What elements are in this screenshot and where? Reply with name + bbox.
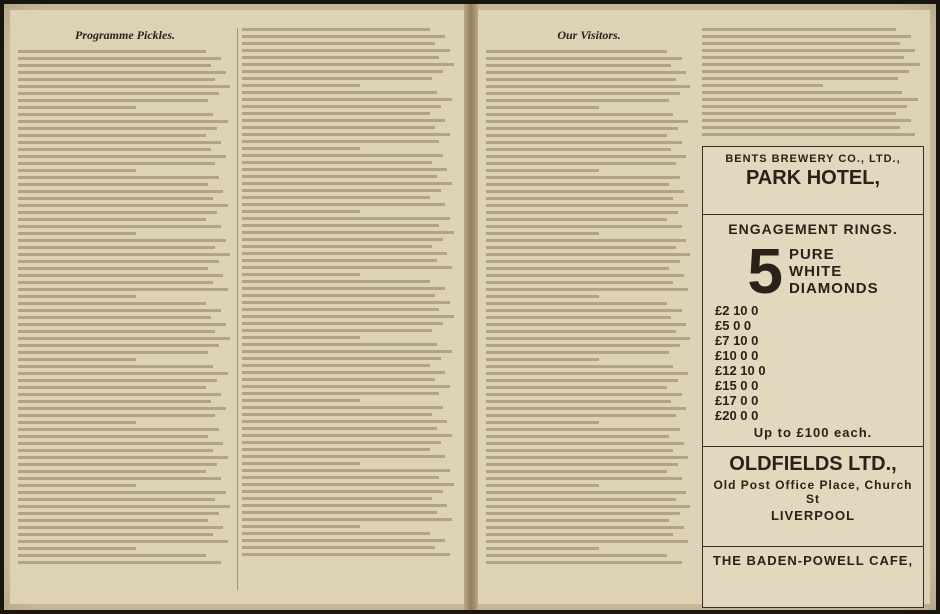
text-line-placeholder (18, 267, 208, 270)
text-line-placeholder (18, 127, 217, 130)
text-line-placeholder (242, 497, 432, 500)
text-line-placeholder (242, 308, 439, 311)
text-line-placeholder (18, 183, 208, 186)
text-line-placeholder (486, 183, 669, 186)
text-line-placeholder (486, 505, 690, 508)
text-line-placeholder (486, 414, 676, 417)
text-line-placeholder (18, 547, 136, 550)
ad-engagement-rings (703, 215, 923, 447)
text-line-placeholder (486, 351, 669, 354)
ad-rings-price: £20 0 0 (715, 408, 759, 423)
text-line-placeholder (242, 175, 437, 178)
text-line-placeholder (486, 358, 599, 361)
text-line-placeholder (486, 190, 684, 193)
text-line-placeholder (486, 330, 676, 333)
text-line-placeholder (486, 64, 671, 67)
text-line-placeholder (18, 246, 215, 249)
text-line-placeholder (242, 28, 430, 31)
text-line-placeholder (242, 546, 435, 549)
text-line-placeholder (18, 393, 221, 396)
ad-rings-line: WHITE (788, 262, 843, 280)
ad-rings-headline (709, 235, 917, 307)
text-line-placeholder (242, 525, 360, 528)
ad-rings-number: 5 (747, 235, 783, 307)
text-line-placeholder (702, 133, 915, 136)
text-line-placeholder (18, 379, 217, 382)
text-line-placeholder (242, 448, 430, 451)
text-line-placeholder (702, 98, 918, 101)
text-line-placeholder (18, 155, 226, 158)
programme-spread (4, 4, 936, 610)
text-line-placeholder (486, 169, 599, 172)
text-line-placeholder (486, 127, 678, 130)
text-line-placeholder (18, 197, 213, 200)
text-line-placeholder (242, 98, 452, 101)
text-line-placeholder (702, 42, 900, 45)
text-line-placeholder (18, 211, 217, 214)
text-line-placeholder (486, 337, 690, 340)
text-line-placeholder (486, 526, 684, 529)
text-line-placeholder (242, 161, 432, 164)
text-line-placeholder (486, 134, 667, 137)
text-line-placeholder (18, 71, 226, 74)
text-line-placeholder (486, 106, 599, 109)
text-line-placeholder (18, 190, 223, 193)
ad-rings-line: DIAMONDS (788, 279, 879, 297)
text-line-placeholder (486, 141, 682, 144)
text-line-placeholder (18, 120, 228, 123)
text-line-placeholder (242, 203, 445, 206)
text-line-placeholder (242, 357, 441, 360)
advertisement-panel (702, 146, 924, 608)
text-line-placeholder (18, 309, 221, 312)
text-line-placeholder (18, 316, 211, 319)
text-line-placeholder (486, 477, 682, 480)
text-line-placeholder (242, 252, 447, 255)
text-line-placeholder (486, 470, 667, 473)
page-gutter (464, 4, 478, 610)
text-line-placeholder (18, 113, 213, 116)
text-line-placeholder (18, 421, 136, 424)
text-line-placeholder (242, 518, 452, 521)
text-line-placeholder (242, 133, 450, 136)
text-line-placeholder (486, 309, 682, 312)
text-line-placeholder (486, 428, 680, 431)
text-line-placeholder (18, 386, 206, 389)
text-line-placeholder (18, 344, 219, 347)
column-text-lines (486, 50, 692, 564)
text-line-placeholder (18, 92, 219, 95)
text-line-placeholder (242, 168, 447, 171)
text-line-placeholder (18, 218, 206, 221)
text-line-placeholder (242, 91, 437, 94)
text-line-placeholder (242, 126, 435, 129)
text-line-placeholder (486, 484, 599, 487)
text-line-placeholder (242, 84, 360, 87)
text-line-placeholder (18, 99, 208, 102)
right-column-2 (702, 28, 922, 138)
text-line-placeholder (18, 169, 136, 172)
text-line-placeholder (18, 435, 208, 438)
text-line-placeholder (242, 462, 360, 465)
text-line-placeholder (18, 519, 208, 522)
text-line-placeholder (486, 547, 599, 550)
text-line-placeholder (18, 526, 223, 529)
text-line-placeholder (486, 386, 667, 389)
ad-brewery-name: BENTS BREWERY CO., LTD., (725, 153, 901, 165)
text-line-placeholder (486, 554, 667, 557)
text-line-placeholder (486, 302, 667, 305)
text-line-placeholder (486, 211, 678, 214)
ad-rings-footer: Up to £100 each. (753, 425, 873, 440)
text-line-placeholder (702, 77, 898, 80)
text-line-placeholder (486, 148, 671, 151)
text-line-placeholder (18, 260, 219, 263)
text-line-placeholder (242, 490, 443, 493)
ad-cafe-name: THE BADEN-POWELL CAFE, (712, 553, 914, 568)
text-line-placeholder (242, 182, 452, 185)
text-line-placeholder (242, 49, 450, 52)
text-line-placeholder (486, 519, 669, 522)
text-line-placeholder (242, 343, 437, 346)
text-line-placeholder (18, 134, 206, 137)
text-line-placeholder (486, 400, 671, 403)
heading-programme-pickles: Programme Pickles. (75, 28, 175, 42)
text-line-placeholder (18, 64, 211, 67)
text-line-placeholder (18, 204, 228, 207)
text-line-placeholder (486, 92, 680, 95)
ad-cafe (703, 547, 923, 605)
text-line-placeholder (486, 204, 688, 207)
ad-jeweller-city: LIVERPOOL (770, 508, 856, 523)
text-line-placeholder (486, 323, 686, 326)
text-line-placeholder (242, 112, 430, 115)
text-line-placeholder (18, 505, 230, 508)
text-line-placeholder (486, 71, 686, 74)
text-line-placeholder (242, 315, 454, 318)
text-line-placeholder (18, 449, 213, 452)
text-line-placeholder (486, 50, 667, 53)
text-line-placeholder (486, 225, 682, 228)
left-column-1 (18, 28, 232, 590)
text-line-placeholder (18, 50, 206, 53)
text-line-placeholder (242, 280, 430, 283)
text-line-placeholder (486, 421, 599, 424)
text-line-placeholder (242, 385, 450, 388)
text-line-placeholder (242, 147, 360, 150)
text-line-placeholder (486, 253, 690, 256)
left-page (10, 10, 464, 604)
text-line-placeholder (18, 512, 219, 515)
ad-hotel-name: PARK HOTEL, (745, 167, 881, 189)
text-line-placeholder (486, 281, 673, 284)
text-line-placeholder (486, 498, 676, 501)
text-line-placeholder (486, 120, 688, 123)
text-line-placeholder (18, 351, 208, 354)
text-line-placeholder (242, 553, 450, 556)
ad-rings-price: £2 10 0 (715, 303, 759, 318)
text-line-placeholder (242, 483, 454, 486)
text-line-placeholder (486, 561, 682, 564)
text-line-placeholder (702, 70, 909, 73)
text-line-placeholder (242, 420, 447, 423)
text-line-placeholder (486, 85, 690, 88)
text-line-placeholder (18, 561, 221, 564)
text-line-placeholder (486, 463, 678, 466)
text-line-placeholder (486, 260, 680, 263)
text-line-placeholder (18, 141, 221, 144)
heading-our-visitors: Our Visitors. (557, 28, 621, 42)
text-line-placeholder (18, 358, 136, 361)
text-line-placeholder (18, 498, 215, 501)
text-line-placeholder (242, 301, 450, 304)
text-line-placeholder (486, 155, 686, 158)
ad-rings-price: £12 10 0 (715, 363, 766, 378)
text-line-placeholder (18, 85, 230, 88)
text-line-placeholder (242, 427, 437, 430)
text-line-placeholder (242, 371, 445, 374)
text-line-placeholder (486, 176, 680, 179)
text-line-placeholder (242, 329, 432, 332)
text-line-placeholder (242, 259, 437, 262)
text-line-placeholder (242, 539, 445, 542)
text-line-placeholder (18, 148, 211, 151)
text-line-placeholder (486, 239, 686, 242)
text-line-placeholder (18, 365, 213, 368)
text-line-placeholder (18, 463, 217, 466)
text-line-placeholder (242, 35, 445, 38)
text-line-placeholder (486, 449, 673, 452)
text-line-placeholder (242, 287, 445, 290)
text-line-placeholder (702, 35, 911, 38)
text-line-placeholder (18, 274, 223, 277)
text-line-placeholder (18, 400, 211, 403)
text-line-placeholder (702, 105, 907, 108)
text-line-placeholder (18, 477, 221, 480)
text-line-placeholder (486, 365, 673, 368)
column-rule (237, 28, 238, 590)
text-line-placeholder (18, 337, 230, 340)
text-line-placeholder (242, 455, 445, 458)
text-line-placeholder (242, 476, 439, 479)
text-line-placeholder (486, 267, 669, 270)
text-line-placeholder (486, 218, 667, 221)
left-column-2 (242, 28, 456, 590)
text-line-placeholder (18, 281, 213, 284)
text-line-placeholder (18, 414, 215, 417)
text-line-placeholder (486, 442, 684, 445)
text-line-placeholder (242, 196, 430, 199)
text-line-placeholder (242, 413, 432, 416)
ad-rings-price: £10 0 0 (715, 348, 759, 363)
text-line-placeholder (242, 42, 435, 45)
text-line-placeholder (18, 232, 136, 235)
text-line-placeholder (486, 197, 673, 200)
text-line-placeholder (18, 288, 228, 291)
text-line-placeholder (18, 484, 136, 487)
text-line-placeholder (486, 435, 669, 438)
text-line-placeholder (486, 512, 680, 515)
text-line-placeholder (242, 140, 439, 143)
text-line-placeholder (18, 78, 215, 81)
text-line-placeholder (486, 407, 686, 410)
text-line-placeholder (242, 217, 450, 220)
text-line-placeholder (242, 399, 360, 402)
text-line-placeholder (18, 456, 228, 459)
text-line-placeholder (486, 295, 599, 298)
ad-rings-price: £7 10 0 (715, 333, 759, 348)
text-line-placeholder (18, 106, 136, 109)
text-line-placeholder (242, 322, 443, 325)
text-line-placeholder (486, 316, 671, 319)
text-line-placeholder (486, 372, 688, 375)
text-line-placeholder (486, 246, 676, 249)
text-line-placeholder (702, 56, 904, 59)
ad-rings-price: £5 0 0 (715, 318, 752, 333)
column-text-lines (18, 50, 232, 564)
text-line-placeholder (242, 119, 445, 122)
text-line-placeholder (242, 441, 441, 444)
ad-rings-price-list (709, 303, 917, 423)
text-line-placeholder (242, 189, 441, 192)
text-line-placeholder (486, 57, 682, 60)
ad-rings-price: £17 0 0 (715, 393, 759, 408)
text-line-placeholder (486, 288, 688, 291)
text-line-placeholder (242, 238, 443, 241)
text-line-placeholder (242, 105, 441, 108)
text-line-placeholder (18, 239, 226, 242)
text-line-placeholder (18, 442, 223, 445)
ad-jeweller-name: OLDFIELDS LTD., (729, 453, 897, 475)
text-line-placeholder (242, 154, 443, 157)
text-line-placeholder (242, 294, 435, 297)
text-line-placeholder (486, 78, 676, 81)
text-line-placeholder (486, 274, 684, 277)
text-line-placeholder (486, 113, 673, 116)
column-text-lines (702, 28, 922, 136)
text-line-placeholder (18, 330, 215, 333)
text-line-placeholder (18, 253, 230, 256)
text-line-placeholder (242, 364, 430, 367)
text-line-placeholder (702, 28, 896, 31)
text-line-placeholder (702, 84, 823, 87)
text-line-placeholder (242, 350, 452, 353)
text-line-placeholder (242, 434, 452, 437)
text-line-placeholder (486, 533, 673, 536)
text-line-placeholder (242, 406, 443, 409)
text-line-placeholder (242, 504, 447, 507)
text-line-placeholder (702, 112, 896, 115)
text-line-placeholder (702, 126, 900, 129)
text-line-placeholder (242, 210, 360, 213)
text-line-placeholder (486, 99, 669, 102)
text-line-placeholder (242, 266, 452, 269)
text-line-placeholder (18, 176, 219, 179)
text-line-placeholder (18, 295, 136, 298)
text-line-placeholder (242, 245, 432, 248)
text-line-placeholder (486, 393, 682, 396)
column-text-lines (242, 28, 456, 556)
text-line-placeholder (242, 511, 437, 514)
text-line-placeholder (242, 469, 450, 472)
text-line-placeholder (486, 232, 599, 235)
text-line-placeholder (702, 49, 915, 52)
text-line-placeholder (242, 77, 432, 80)
text-line-placeholder (486, 456, 688, 459)
ad-rings-title: ENGAGEMENT RINGS. (728, 221, 898, 237)
text-line-placeholder (702, 91, 902, 94)
text-line-placeholder (702, 63, 920, 66)
text-line-placeholder (18, 533, 213, 536)
text-line-placeholder (242, 378, 435, 381)
text-line-placeholder (242, 63, 454, 66)
ad-brewery (703, 147, 923, 215)
text-line-placeholder (242, 532, 430, 535)
text-line-placeholder (242, 231, 454, 234)
text-line-placeholder (18, 554, 206, 557)
text-line-placeholder (18, 428, 219, 431)
ad-rings-price: £15 0 0 (715, 378, 759, 393)
text-line-placeholder (702, 119, 911, 122)
text-line-placeholder (242, 336, 360, 339)
text-line-placeholder (18, 57, 221, 60)
text-line-placeholder (486, 162, 676, 165)
text-line-placeholder (486, 379, 678, 382)
right-column-1 (486, 28, 692, 590)
text-line-placeholder (242, 392, 439, 395)
ad-jeweller-address: Old Post Office Place, Church St (713, 478, 913, 506)
text-line-placeholder (242, 70, 443, 73)
text-line-placeholder (242, 56, 439, 59)
text-line-placeholder (18, 470, 206, 473)
text-line-placeholder (486, 344, 680, 347)
text-line-placeholder (18, 491, 226, 494)
text-line-placeholder (18, 372, 228, 375)
text-line-placeholder (18, 302, 206, 305)
text-line-placeholder (486, 540, 688, 543)
right-page (478, 10, 930, 604)
text-line-placeholder (18, 323, 226, 326)
ad-jeweller (703, 447, 923, 547)
text-line-placeholder (18, 225, 221, 228)
ad-rings-line: PURE (788, 245, 835, 263)
text-line-placeholder (242, 273, 360, 276)
text-line-placeholder (18, 162, 215, 165)
text-line-placeholder (18, 407, 226, 410)
text-line-placeholder (242, 224, 439, 227)
text-line-placeholder (486, 491, 686, 494)
text-line-placeholder (18, 540, 228, 543)
